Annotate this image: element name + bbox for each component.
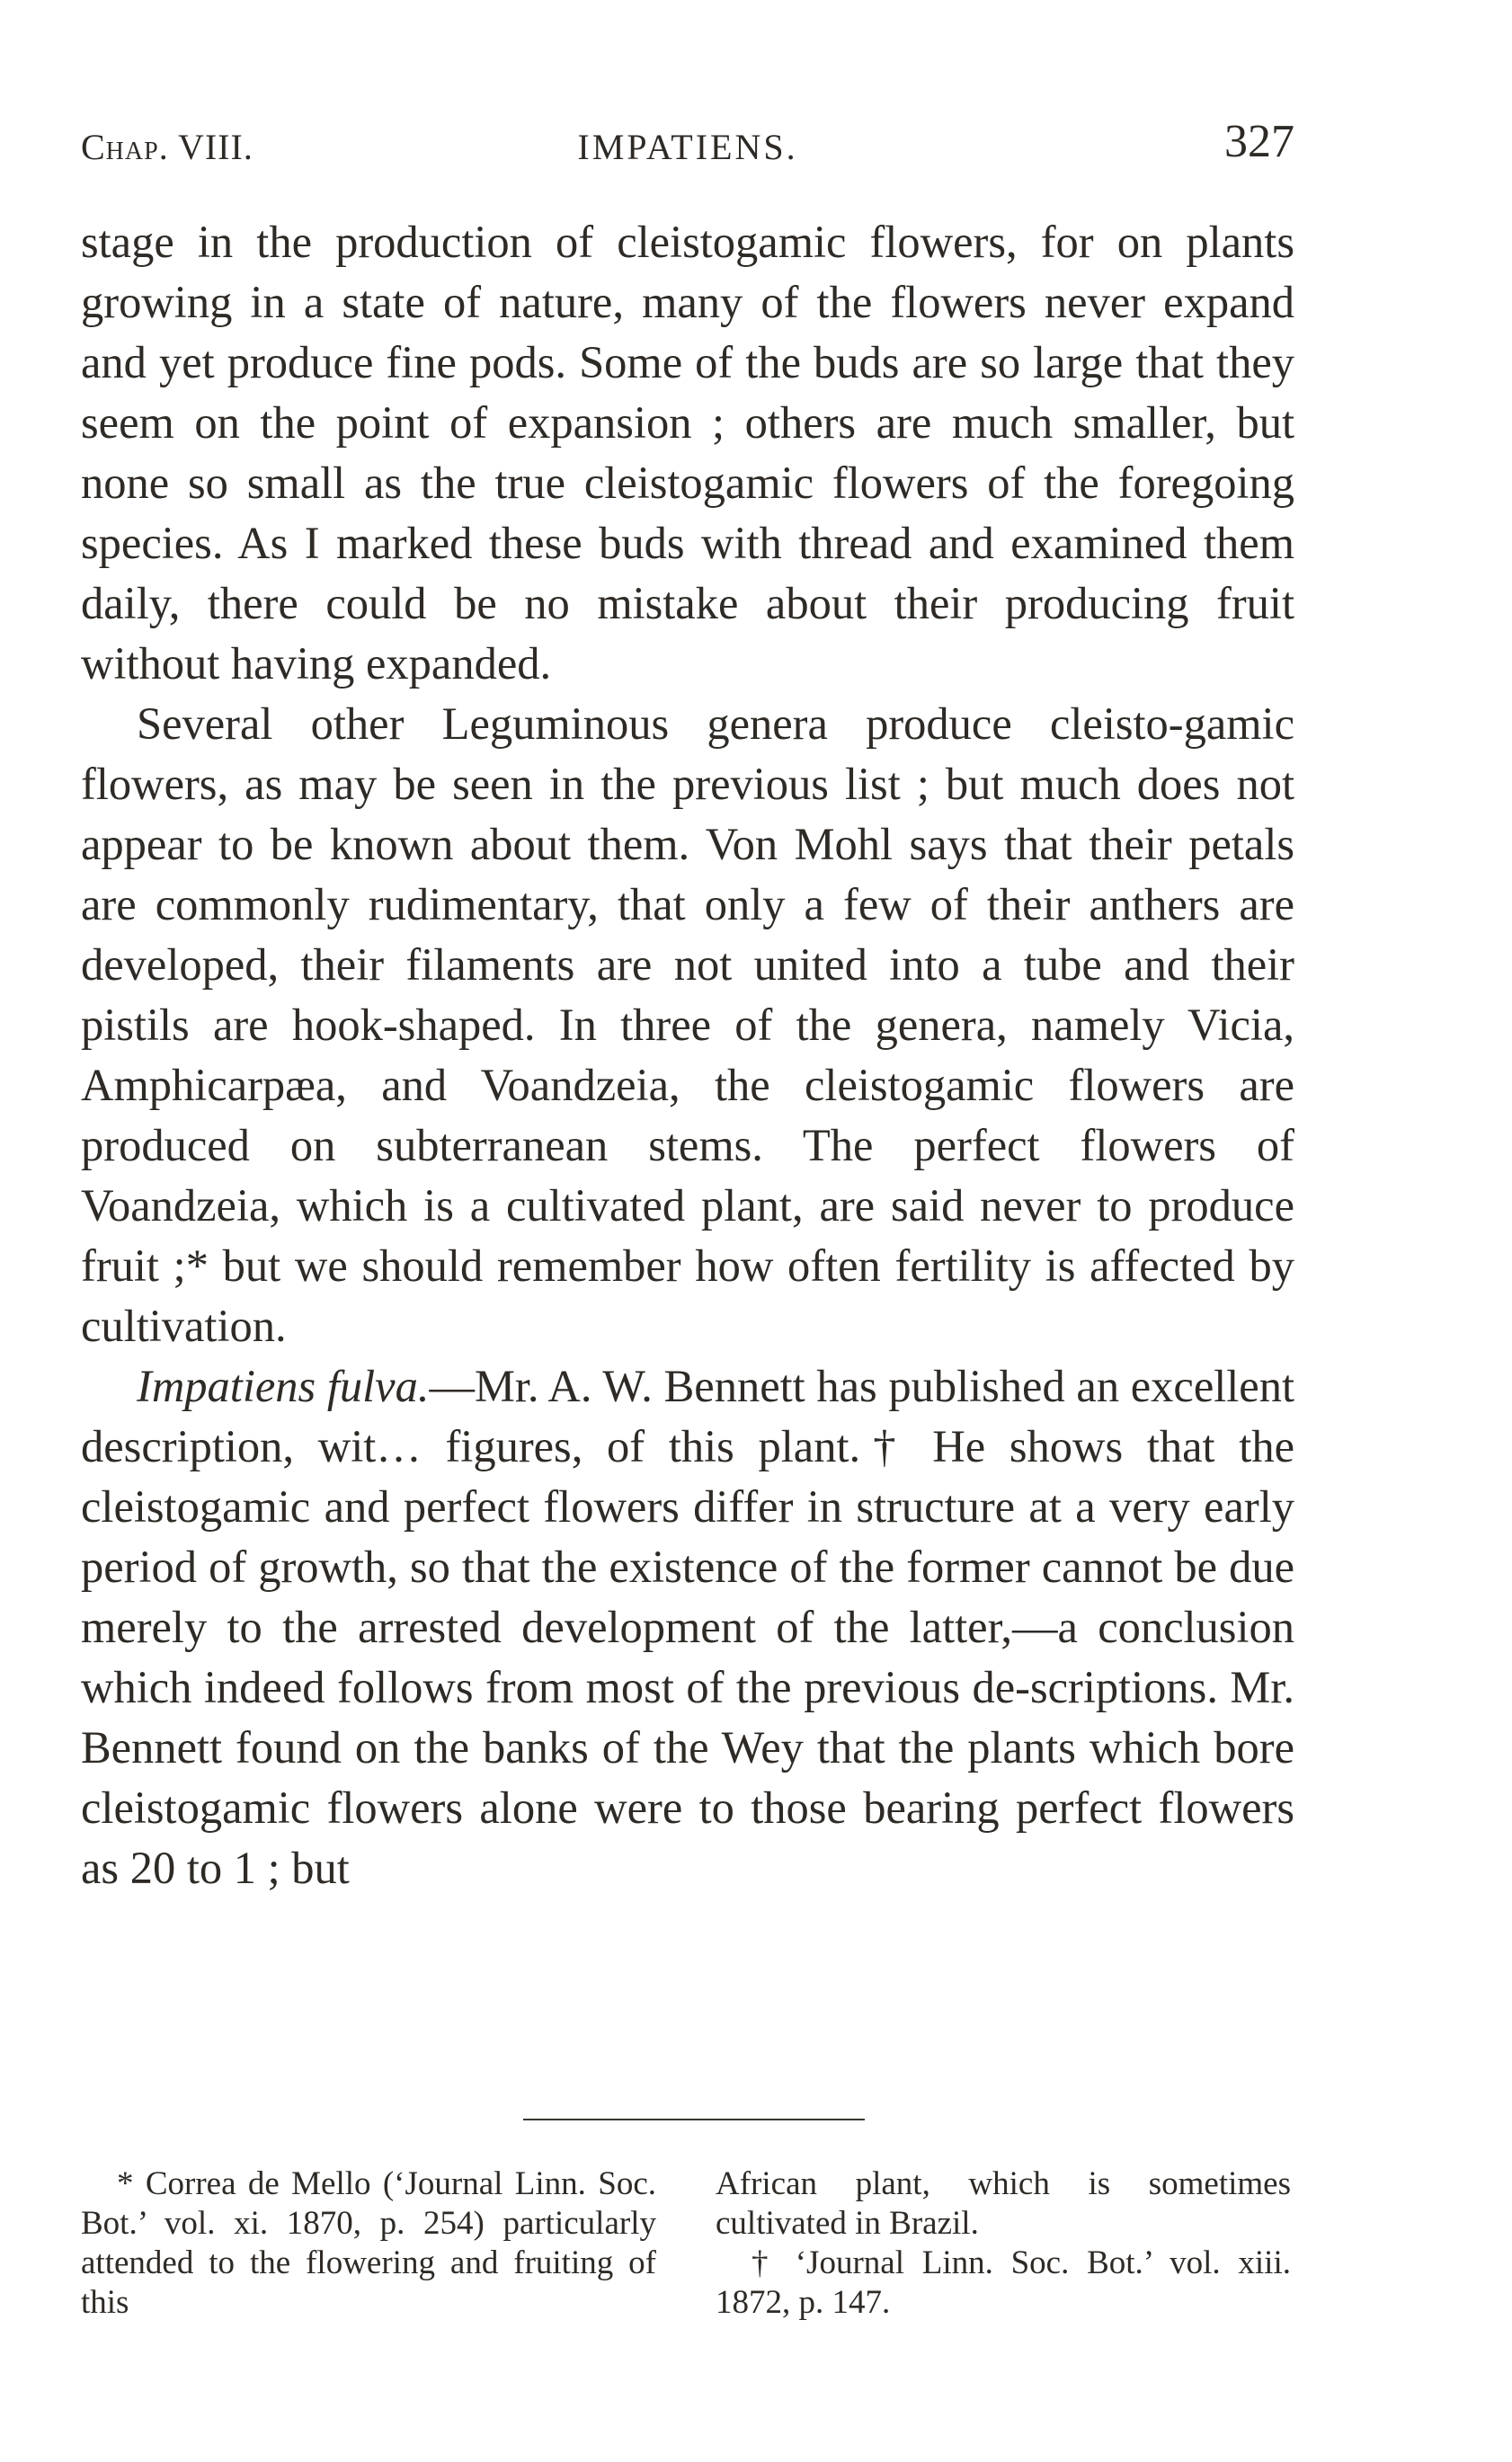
running-title: IMPATIENS. [577,127,798,167]
footnote-dagger: † ‘Journal Linn. Soc. Bot.’ vol. xiii. 1872, p. 147. [716,2244,1291,2321]
chapter-label: Chap. VIII. [81,127,253,167]
paragraph-impatiens-fulva [81,1356,1294,1898]
footnote-asterisk-continued: African plant, which is sometimes cultivated in Brazil. [716,2165,1291,2242]
footnote-divider [523,2119,865,2120]
page-number: 327 [1224,116,1294,167]
book-page [81,0,1294,2462]
paragraph-continued: stage in the production of cleistogamic flowers, for on plants growing in a state of nature, many of the flowers never expand and yet produce fine pods. Some of the buds are so large that they seem on the point of expansion ; others are much smaller, but none so small as the true cleistogamic flowers of the foregoing species. As I marked these buds with thread and examined them daily, there could be no mistake about their producing fruit without having expanded. [81,217,1294,689]
main-text [81,212,1294,1898]
running-header [81,115,1294,178]
species-heading: Impatiens fulva. [137,1361,430,1411]
footnote-column-left [81,2164,656,2323]
footnote-column-right [716,2164,1291,2323]
paragraph-leguminous: Several other Leguminous genera produce cleisto-gamic flowers, as may be seen in the previous list ; but much does not appear to be known about them. Von Mohl says that their petals are commonly rudimentary, that only a few of their anthers are developed, their filaments are not united into a tube and their pistils are hook-shaped. In three of the genera, namely Vicia, Amphicarpæa, and Voandzeia, the cleistogamic flowers are produced on subterranean stems. The perfect flowers of Voandzeia, which is a cultivated plant, are said never to produce fruit ;* but we should remember how often fertility is affected by cultivation. [81,698,1294,1351]
footnote-asterisk: * Correa de Mello (‘Journal Linn. Soc. Bot.’ vol. xi. 1870, p. 254) particularly attended to the flowering and fruiting of this [81,2165,656,2321]
paragraph-impatiens-text: —Mr. A. W. Bennett has published an excellent description, wit… figures, of this plant.† He shows that the cleistogamic and perfect flowers differ in structure at a very early period of growth, so that the existence of the former cannot be due merely to the arrested development of the latter,—a conclusion which indeed follows from most of the previous de-scriptions. Mr. Bennett found on the banks of the Wey that the plants which bore cleistogamic flowers alone were to those bearing perfect flowers as 20 to 1 ; but [81,1361,1294,1893]
